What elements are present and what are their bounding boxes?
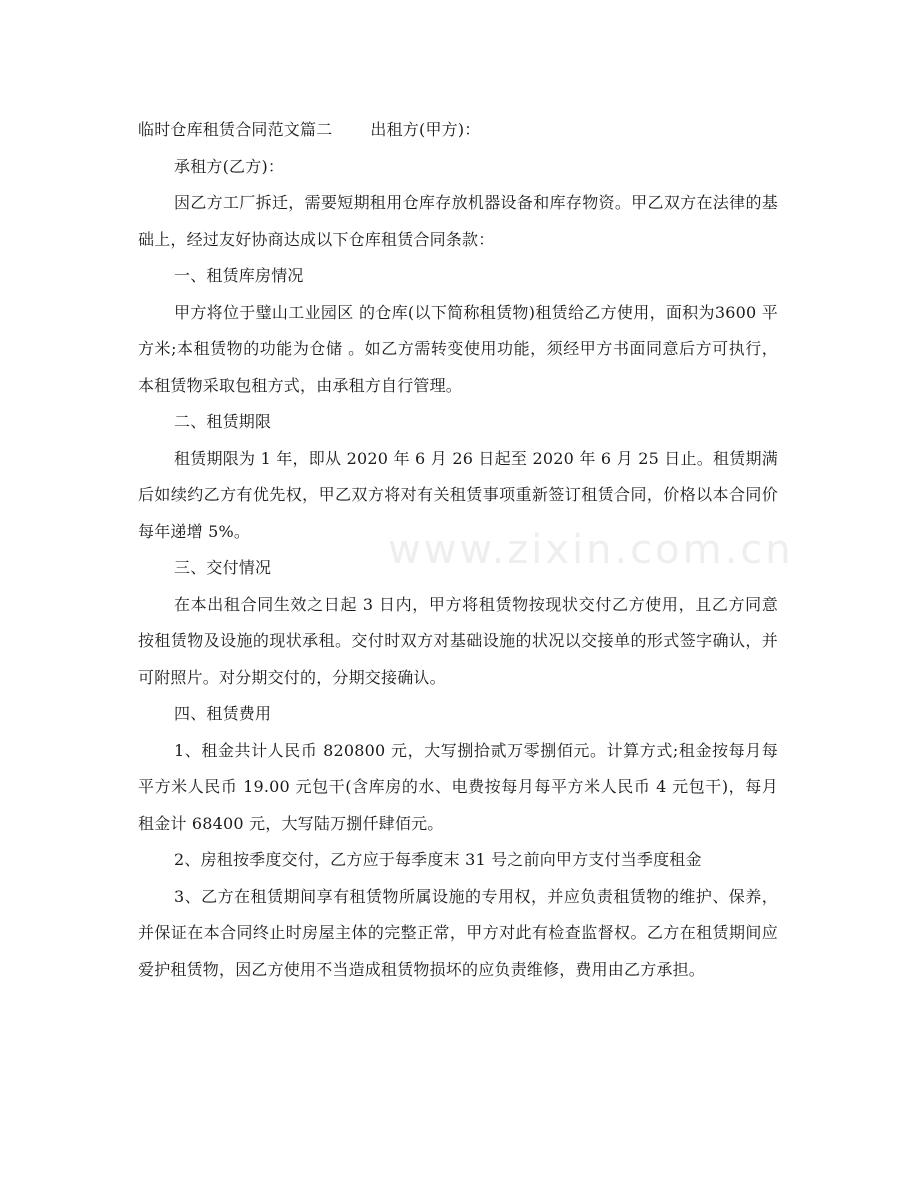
contract-body: [138, 112, 778, 988]
preamble-paragraph: 因乙方工厂拆迁，需要短期租用仓库存放机器设备和库存物资。甲乙双方在法律的基础上，经过友好协商达成以下仓库租赁合同条款：: [138, 193, 778, 249]
section-heading-delivery: 三、交付情况: [174, 558, 272, 577]
document-title: 临时仓库租赁合同范文篇二: [138, 120, 333, 139]
lessor-label: 出租方(甲方)：: [370, 120, 481, 139]
section-heading-fees: 四、租赁费用: [174, 704, 272, 723]
term-paragraph: 租赁期限为 1 年，即从 2020 年 6 月 26 日起至 2020 年 6 月 25 日止。租赁期满后如续约乙方有优先权，甲乙双方将对有关租赁事项重新签订租赁合同，价格以本合同价每年递增 5%。: [138, 448, 778, 541]
section-heading-premises: 一、租赁库房情况: [174, 266, 304, 285]
fees-clause-3: 3、乙方在租赁期间享有租赁物所属设施的专用权，并应负责租赁物的维护、保养，并保证在本合同终止时房屋主体的完整正常，甲方对此有检查监督权。乙方在租赁期间应爱护租赁物，因乙方使用不当造成租赁物损坏的应负责维修，费用由乙方承担。: [138, 886, 778, 979]
fees-clause-1: 1、租金共计人民币 820800 元，大写捌拾贰万零捌佰元。计算方式;租金按每月每平方米人民币 19.00 元包干(含库房的水、电费按每月每平方米人民币 4 元包干)，每月租金计 68400 元，大写陆万捌仟肆佰元。: [138, 740, 778, 833]
fees-clause-2: 2、房租按季度交付，乙方应于每季度末 31 号之前向甲方支付当季度租金: [174, 850, 702, 869]
lessee-label: 承租方(乙方)：: [174, 156, 285, 176]
delivery-paragraph: 在本出租合同生效之日起 3 日内，甲方将租赁物按现状交付乙方使用，且乙方同意按租赁物及设施的现状承租。交付时双方对基础设施的状况以交接单的形式签字确认，并可附照片。对分期交付的，分期交接确认。: [138, 594, 778, 687]
watermark: www.zixin.com.cn: [388, 527, 794, 573]
document-title-line: [138, 112, 778, 149]
section-heading-term: 二、租赁期限: [174, 412, 272, 431]
premises-paragraph: 甲方将位于璧山工业园区 的仓库(以下简称租赁物)租赁给乙方使用，面积为3600 平方米;本租赁物的功能为仓储 。如乙方需转变使用功能，须经甲方书面同意后方可执行，本租赁物采取包租方式，由承租方自行管理。: [138, 302, 778, 395]
